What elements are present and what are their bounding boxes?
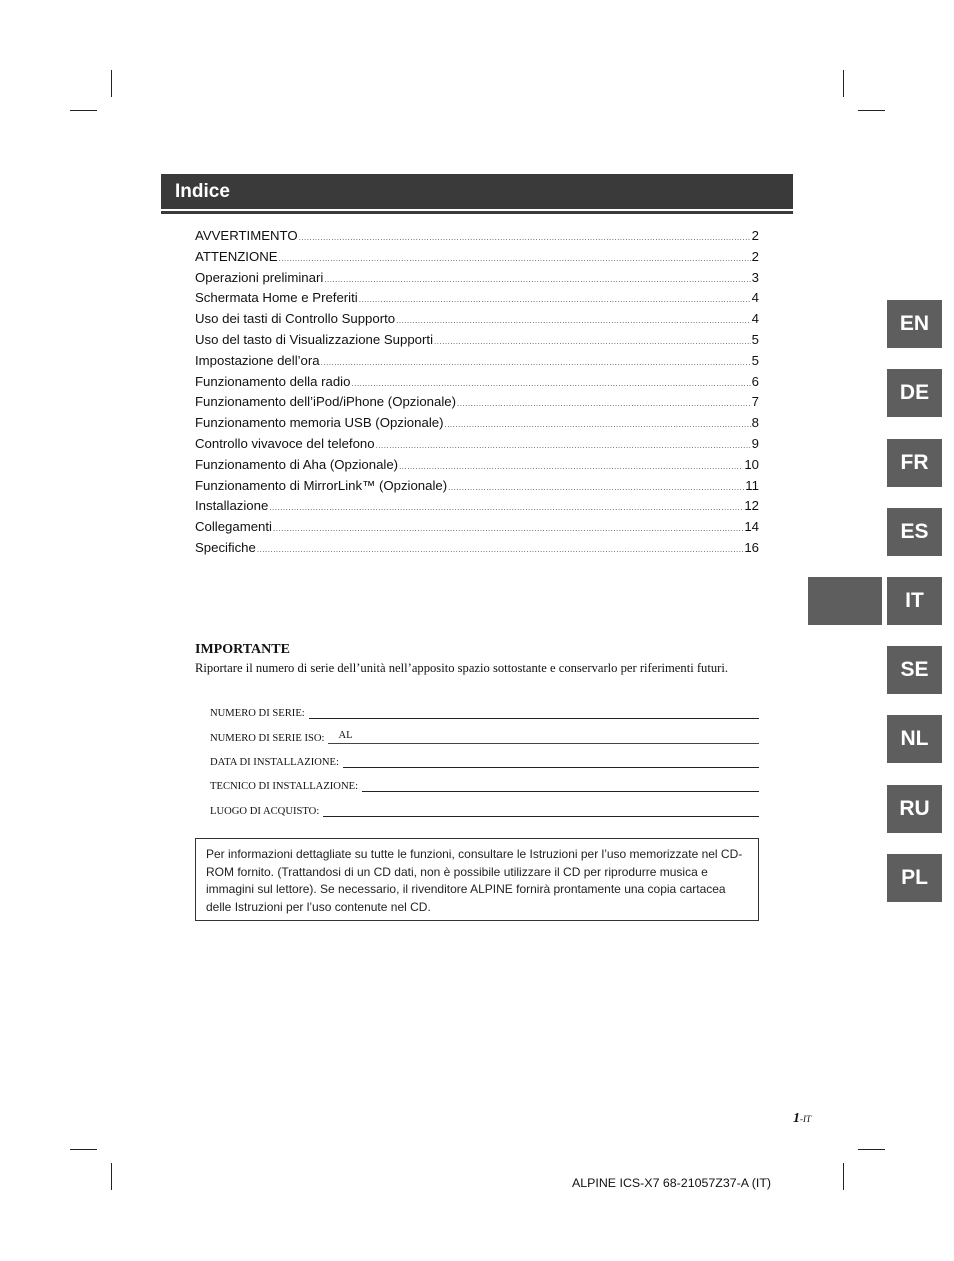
section-title: Indice (175, 181, 230, 202)
crop-mark (70, 110, 97, 111)
crop-mark (858, 1149, 885, 1150)
toc-entry[interactable] (195, 247, 759, 268)
toc-entry-page: 16 (744, 539, 759, 555)
toc-entry[interactable] (195, 288, 759, 309)
toc-entry-title: Specifiche (195, 539, 256, 555)
toc-entry[interactable] (195, 413, 759, 434)
language-tab-nl[interactable]: NL (887, 715, 942, 763)
header-rule (161, 211, 793, 214)
field-label: NUMERO DI SERIE ISO: (210, 733, 325, 744)
language-tab-fr[interactable]: FR (887, 439, 942, 487)
crop-mark (111, 1163, 112, 1190)
field-line[interactable] (343, 754, 759, 768)
field-line[interactable] (309, 705, 759, 719)
installer-field[interactable] (210, 776, 759, 792)
toc-entry[interactable] (195, 226, 759, 247)
toc-leader-dots (444, 415, 750, 436)
toc-leader-dots (376, 436, 751, 457)
toc-entry[interactable] (195, 330, 759, 351)
toc-entry-title: Uso dei tasti di Controllo Supporto (195, 311, 396, 327)
section-header (161, 174, 793, 209)
toc-leader-dots (457, 394, 751, 415)
toc-entry-page: 5 (751, 331, 759, 347)
toc-leader-dots (359, 290, 751, 311)
crop-mark (70, 1149, 97, 1150)
toc-leader-dots (299, 228, 751, 249)
language-tab-de[interactable]: DE (887, 369, 942, 417)
toc-entry-page: 5 (751, 352, 759, 368)
toc-entry[interactable] (195, 434, 759, 455)
page-number (793, 1111, 811, 1127)
toc-leader-dots (257, 540, 743, 561)
toc-entry-page: 7 (751, 394, 759, 410)
toc-entry-page: 2 (751, 248, 759, 264)
toc-leader-dots (399, 457, 743, 478)
field-label: NUMERO DI SERIE: (210, 708, 305, 719)
language-tab-pl[interactable]: PL (887, 854, 942, 902)
field-label: DATA DI INSTALLAZIONE: (210, 757, 339, 768)
table-of-contents (195, 226, 759, 559)
toc-entry-title: Funzionamento di Aha (Opzionale) (195, 456, 399, 472)
toc-entry-page: 4 (751, 311, 759, 327)
toc-entry-page: 4 (751, 290, 759, 306)
page-number-suffix: -IT (800, 1114, 811, 1124)
toc-entry[interactable] (195, 392, 759, 413)
language-tab-en[interactable]: EN (887, 300, 942, 348)
toc-entry[interactable] (195, 268, 759, 289)
field-label: LUOGO DI ACQUISTO: (210, 806, 320, 817)
toc-leader-dots (324, 270, 750, 291)
crop-mark (858, 110, 885, 111)
toc-entry-page: 8 (751, 415, 759, 431)
toc-entry-page: 11 (745, 477, 759, 493)
toc-entry-title: Funzionamento memoria USB (Opzionale) (195, 415, 444, 431)
toc-entry-title: Collegamenti (195, 519, 272, 535)
place-of-purchase-field[interactable] (210, 801, 759, 817)
toc-entry[interactable] (195, 351, 759, 372)
serial-number-field[interactable] (210, 703, 759, 719)
toc-leader-dots (321, 353, 751, 374)
toc-entry[interactable] (195, 476, 759, 497)
toc-entry[interactable] (195, 309, 759, 330)
toc-entry[interactable] (195, 538, 759, 559)
toc-leader-dots (396, 311, 751, 332)
language-tab-es[interactable]: ES (887, 508, 942, 556)
important-text: Riportare il numero di serie dell’unità nell’apposito spazio sottostante e conservarlo per riferimenti futuri. (195, 661, 728, 675)
field-line[interactable] (362, 778, 759, 792)
toc-entry-title: Funzionamento dell’iPod/iPhone (Opzionale) (195, 394, 456, 410)
field-line[interactable] (323, 803, 759, 817)
important-heading: IMPORTANTE (195, 642, 290, 657)
crop-mark (111, 70, 112, 97)
language-tab-se[interactable]: SE (887, 646, 942, 694)
toc-entry-title: Uso del tasto di Visualizzazione Supporti (195, 331, 433, 347)
toc-leader-dots (434, 332, 751, 353)
toc-leader-dots (448, 478, 744, 499)
crop-mark (843, 70, 844, 97)
toc-entry-page: 3 (751, 269, 759, 285)
toc-entry[interactable] (195, 455, 759, 476)
toc-entry-page: 12 (744, 498, 759, 514)
toc-entry-title: Controllo vivavoce del telefono (195, 435, 375, 451)
page-number-value: 1 (793, 1111, 800, 1126)
toc-entry-title: Schermata Home e Preferiti (195, 290, 358, 306)
language-tab-it[interactable]: IT (887, 577, 942, 625)
info-box: Per informazioni dettagliate su tutte le funzioni, consultare le Istruzioni per l’uso memorizzate nel CD-ROM fornito. (Trattandosi di un CD dati, non è possibile utilizzare il CD per riprodurre musica e immagini sul lettore). Se necessario, il rivenditore ALPINE fornirà prontamente una copia cartacea delle Istruzioni per l’uso contenute nel CD. (195, 838, 759, 921)
field-label: TECNICO DI INSTALLAZIONE: (210, 781, 359, 792)
active-language-marker (808, 577, 882, 625)
iso-serial-number-field[interactable] (210, 728, 759, 744)
toc-entry-title: Installazione (195, 498, 269, 514)
toc-entry-page: 14 (744, 519, 759, 535)
toc-entry-page: 2 (751, 228, 759, 243)
toc-leader-dots (279, 249, 751, 270)
crop-mark (843, 1163, 844, 1190)
toc-entry-title: ATTENZIONE (195, 248, 278, 264)
toc-leader-dots (269, 498, 743, 519)
toc-entry[interactable] (195, 496, 759, 517)
toc-leader-dots (351, 374, 750, 395)
toc-leader-dots (273, 519, 743, 540)
toc-entry-page: 10 (744, 456, 759, 472)
toc-entry[interactable] (195, 372, 759, 393)
toc-entry[interactable] (195, 517, 759, 538)
field-line[interactable]: AL (328, 730, 759, 744)
toc-entry-title: AVVERTIMENTO (195, 228, 298, 243)
toc-entry-title: Operazioni preliminari (195, 269, 324, 285)
toc-entry-page: 9 (751, 435, 759, 451)
important-section (195, 642, 759, 677)
toc-entry-title: Funzionamento della radio (195, 373, 351, 389)
toc-entry-page: 6 (751, 373, 759, 389)
language-tab-ru[interactable]: RU (887, 785, 942, 833)
toc-entry-title: Funzionamento di MirrorLink™ (Opzionale) (195, 477, 448, 493)
installation-date-field[interactable] (210, 752, 759, 768)
footer-code: ALPINE ICS-X7 68-21057Z37-A (IT) (572, 1176, 772, 1190)
toc-entry-title: Impostazione dell’ora (195, 352, 320, 368)
